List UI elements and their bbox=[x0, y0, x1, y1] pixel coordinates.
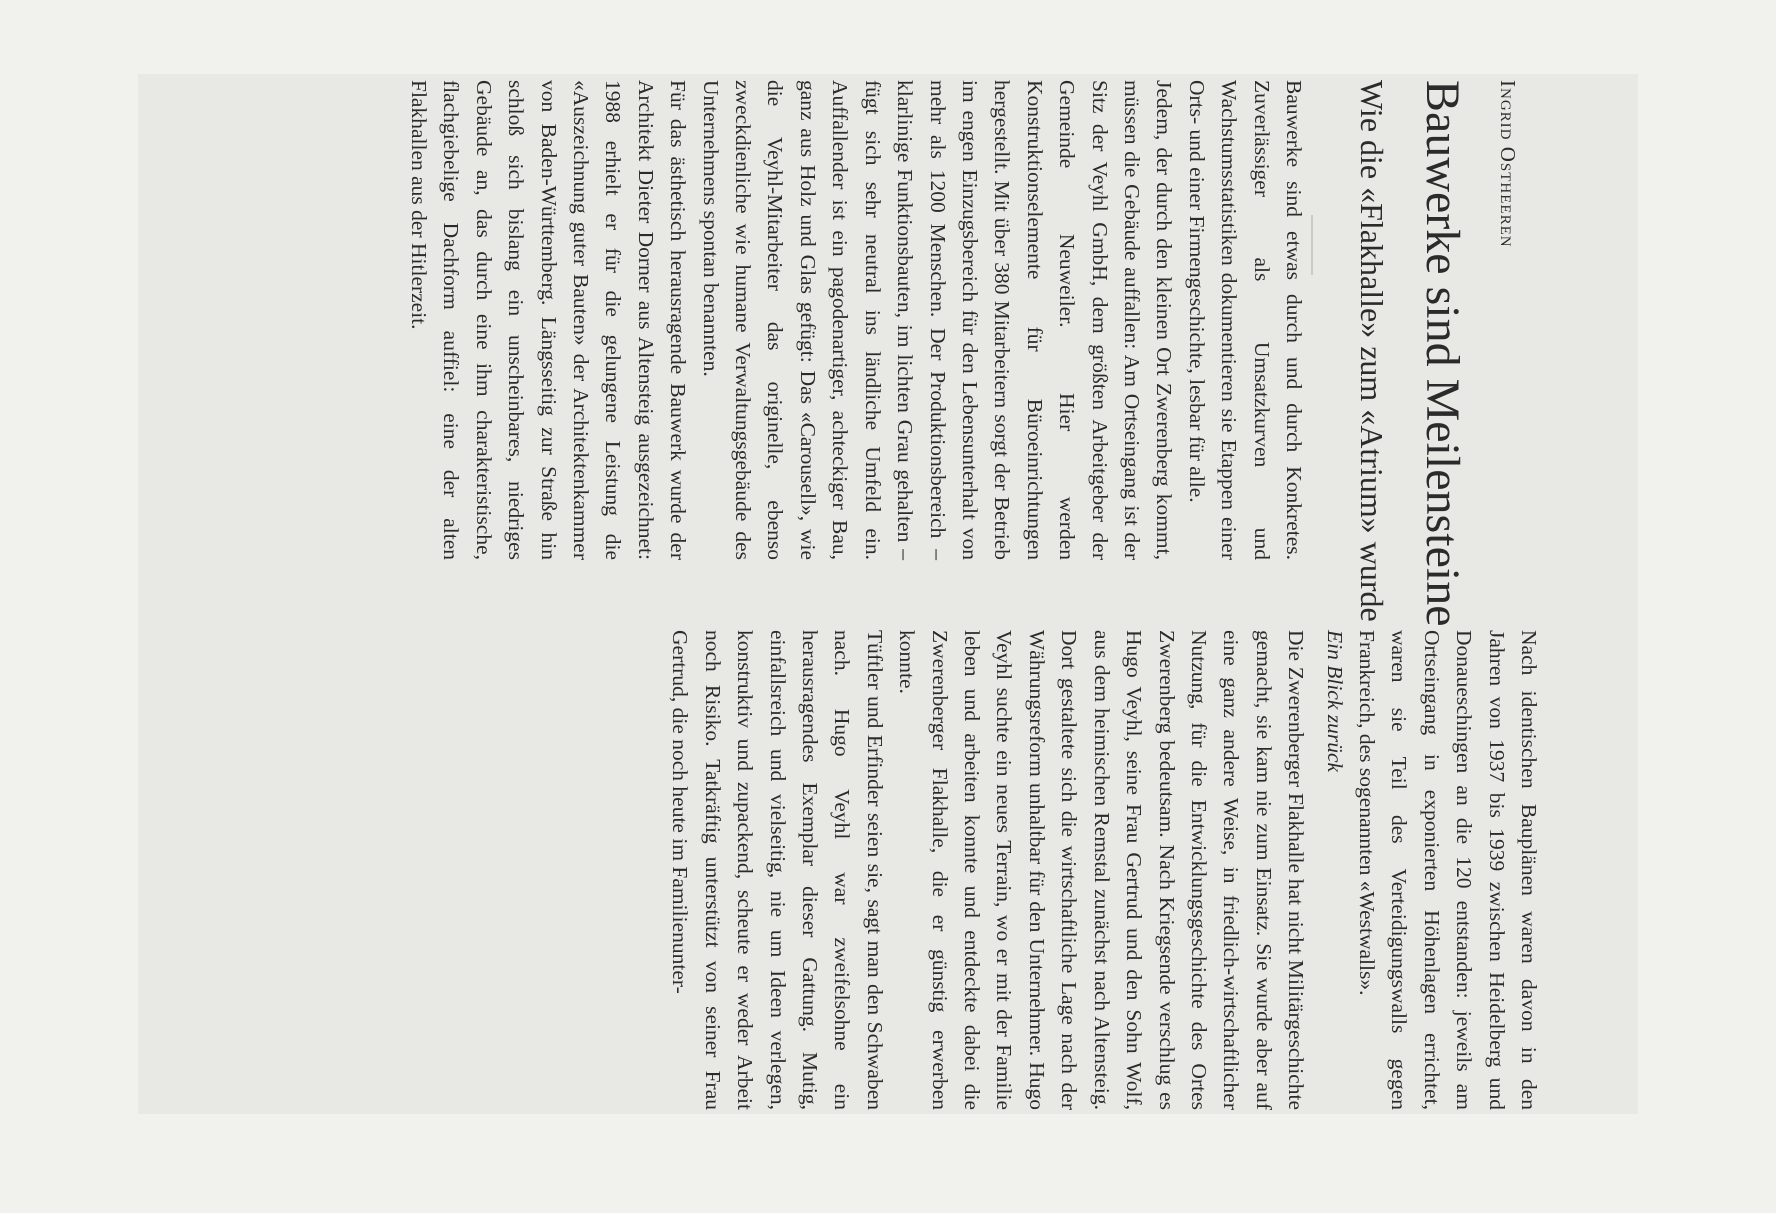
section-subheading: Ein Blick zurück bbox=[1322, 630, 1347, 773]
divider-rule bbox=[1311, 215, 1313, 275]
article-subtitle: Wie die «Flakhalle» zum «Atrium» wurde bbox=[1354, 80, 1390, 622]
body-paragraph: Für das ästhetisch herausragende Bauwerk wurde der Architekt Dieter Dorner aus Altensteig ausgezeichnet: 1988 erhielt er für die gelungene Leistung die «Auszeichnung guter Bauten» der Architektenkammer von Baden-Württemberg. Längsseitig zur Straße hin schloß sich bislang ein unscheinbares, niedriges Gebäude an, das durch eine ihm charakteristische, flachgiebelige Dachform auffiel: eine der alten Flakhallen aus der Hitlerzeit. bbox=[407, 80, 691, 560]
left-column bbox=[403, 80, 1310, 560]
body-paragraph: Jedem, der durch den kleinen Ort Zwerenberg kommt, müssen die Gebäude auffallen: Am Ortseingang ist der Sitz der Veyhl GmbH, dem größten Arbeitgeber der Gemeinde Neuweiler. Hier werden Konstruktionselemente für Büroeinrichtungen hergestellt. Mit über 380 Mitarbeitern sorgt der Betrieb im engen Einzugsbereich für den Lebensunterhalt von mehr als 1200 Menschen. Der Produktionsbereich – klarlinige Funktionsbauten, im lichten Grau gehalten – fügt sich sehr neutral ins ländliche Umfeld ein. Auffallender ist ein pagodenartiger, achteckiger Bau, ganz aus Holz und Glas gefügt: Das «Carousell», wie die Veyhl-Mitarbeiter das originelle, ebenso zweckdienliche wie humane Verwaltungsgebäude des Unternehmens spontan benannten. bbox=[698, 80, 1177, 560]
body-paragraph: Tüftler und Erfinder seien sie, sagt man den Schwaben nach. Hugo Veyhl war zweifelsohne ein herausragendes Exemplar dieser Gattung. Mutig, einfallsreich und vielseitig, nie um Ideen verlegen, konstruktiv und zupackend, scheute er weder Arbeit noch Risiko. Tatkräftig unterstützt von seiner Frau Gertrud, die noch heute im Familienunter- bbox=[668, 630, 887, 1110]
rotated-article-page bbox=[195, 40, 1565, 1150]
article-title: Bauwerke sind Meilensteine bbox=[1416, 80, 1469, 627]
intro-paragraph: Nach identischen Bauplänen waren davon in den Jahren von 1937 bis 1939 zwischen Heidelberg und Donaueschingen an die 120 entstanden: jeweils am Ortseingang in exponierten Höhenlagen errichtet, waren sie Teil des Verteidigungswalls gegen Frankreich, des sogenannten «Westwalls». bbox=[1354, 630, 1541, 1110]
right-column bbox=[664, 630, 1545, 1110]
author-name: Ingrid Ostheeren bbox=[1496, 80, 1520, 248]
body-paragraph: Die Zwerenberger Flakhalle hat nicht Militärgeschichte gemacht, sie kam nie zum Einsatz. Sie wurde aber auf eine ganz andere Weise, in friedlich-wirtschaftlicher Nutzung, für die Entwicklungsgeschichte des Ortes Zwerenberg bedeutsam. Nach Kriegsende verschlug es Hugo Veyhl, seine Frau Gertrud und den Sohn Wolf, aus dem heimischen Remstal zunächst nach Altensteig. Dort gestaltete sich die wirtschaftliche Lage nach der Währungsreform unhaltbar für den Unternehmer. Hugo Veyhl suchte ein neues Terrain, wo er mit der Familie leben und arbeiten konnte und entdeckte dabei die Zwerenberger Flakhalle, die er günstig erwerben konnte. bbox=[895, 630, 1309, 1110]
body-paragraph: Bauwerke sind etwas durch und durch Konkretes. Zuverlässiger als Umsatzkurven und Wachstumsstatistiken dokumentieren sie Etappen einer Orts- und einer Firmengeschichte, lesbar für alle. bbox=[1184, 80, 1306, 560]
